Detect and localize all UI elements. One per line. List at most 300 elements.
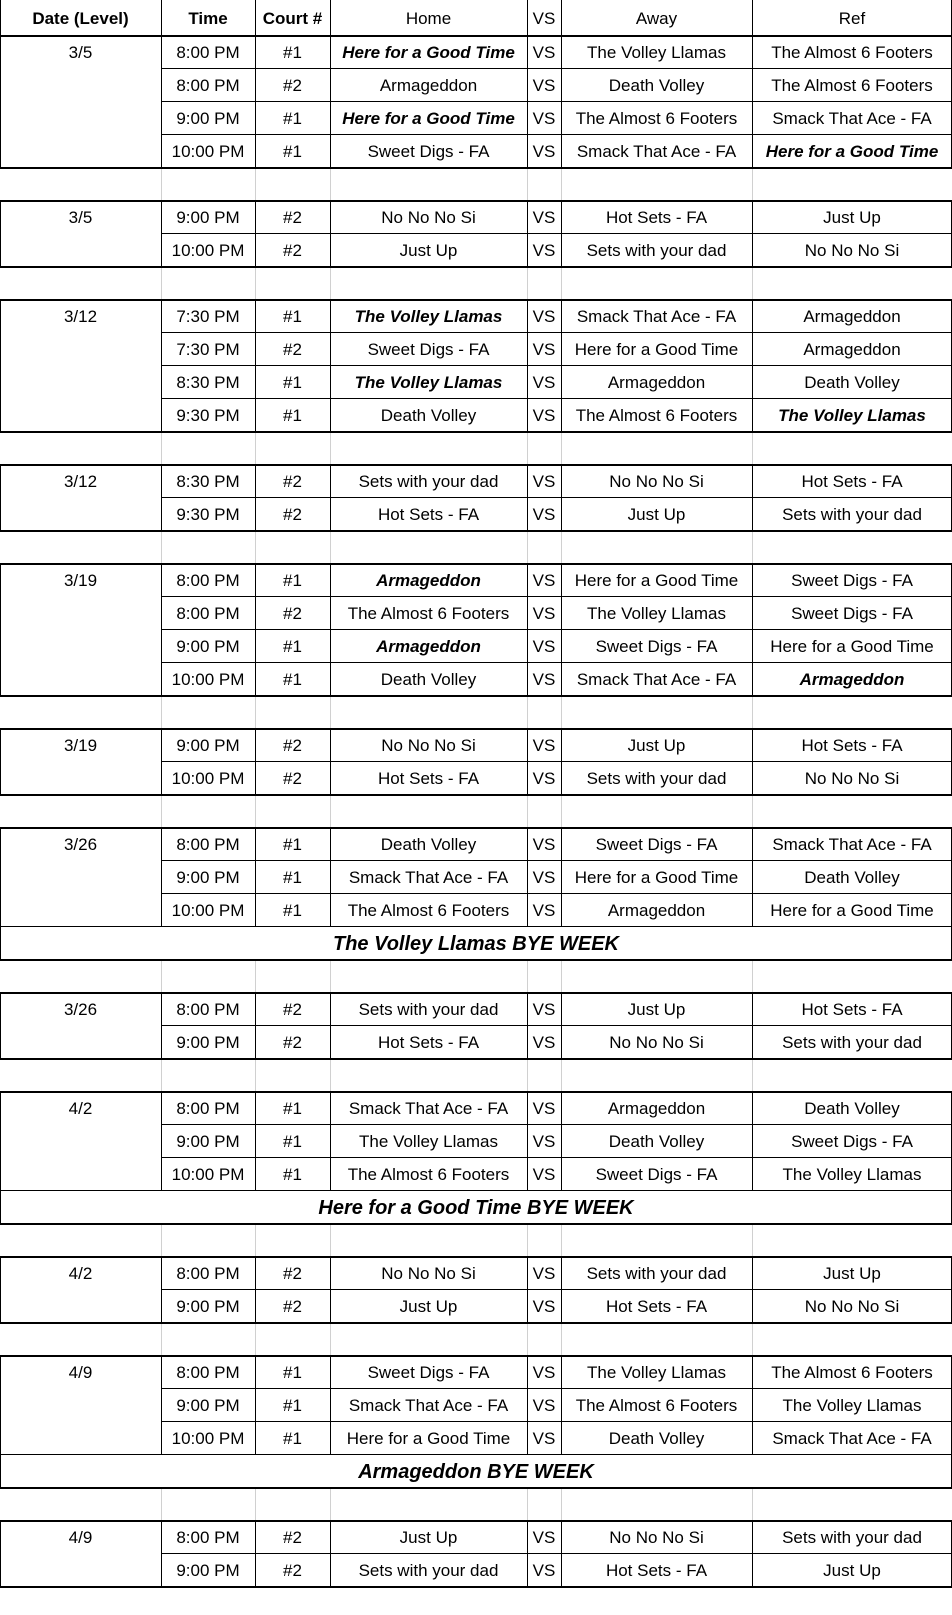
cell-away: Sweet Digs - FA (595, 835, 718, 854)
cell-home: Death Volley (380, 406, 477, 425)
cell-home: Sweet Digs - FA (367, 340, 490, 359)
cell-ref: No No No Si (804, 1297, 900, 1316)
cell-time: 9:00 PM (176, 1297, 240, 1316)
cell-away: Armageddon (607, 1099, 706, 1118)
cell-home: The Almost 6 Footers (347, 901, 510, 920)
column-divider (561, 1521, 562, 1587)
cell-away: Sweet Digs - FA (595, 637, 718, 656)
column-divider (752, 1324, 753, 1355)
cell-date: 3/12 (63, 472, 98, 491)
cell-time: 8:00 PM (176, 43, 240, 62)
cell-ref: The Volley Llamas (782, 1165, 922, 1184)
cell-date: 3/19 (63, 736, 98, 755)
cell-court: #2 (283, 1297, 302, 1316)
column-divider (161, 1092, 162, 1191)
cell-court: #1 (283, 1099, 302, 1118)
cell-date (0, 894, 161, 927)
header-ref: Ref (838, 8, 866, 28)
cell-vs: VS (532, 736, 556, 755)
column-divider (330, 697, 331, 728)
column-divider (561, 828, 562, 927)
cell-date (0, 1389, 161, 1422)
cell-vs: VS (532, 307, 556, 326)
cell-ref: Just Up (823, 208, 881, 227)
bye-week-banner: The Volley Llamas BYE WEEK (332, 932, 619, 955)
column-divider (161, 729, 162, 795)
cell-away: The Almost 6 Footers (575, 109, 738, 128)
column-divider (330, 1521, 331, 1587)
cell-court: #2 (283, 241, 302, 260)
cell-home: Sweet Digs - FA (367, 142, 490, 161)
cell-ref: Just Up (823, 1561, 881, 1580)
cell-away: Smack That Ace - FA (576, 670, 737, 689)
column-divider (330, 532, 331, 563)
column-divider (161, 796, 162, 827)
column-divider (561, 201, 562, 267)
cell-away: Sets with your dad (586, 1264, 727, 1283)
cell-ref: Smack That Ace - FA (772, 109, 932, 128)
cell-vs: VS (532, 373, 556, 392)
cell-home: The Volley Llamas (359, 1132, 498, 1151)
cell-date (0, 135, 161, 168)
cell-vs: VS (532, 1033, 556, 1052)
cell-time: 9:00 PM (176, 1033, 240, 1052)
column-divider (255, 300, 256, 432)
cell-time: 8:30 PM (176, 373, 240, 392)
cell-court: #1 (283, 670, 302, 689)
column-divider (255, 1060, 256, 1091)
column-divider (561, 993, 562, 1059)
cell-date (0, 1290, 161, 1323)
cell-home: No No No Si (381, 208, 476, 227)
row-divider (0, 959, 952, 961)
column-divider (561, 465, 562, 531)
cell-away: The Volley Llamas (587, 43, 726, 62)
cell-home: Just Up (399, 1528, 458, 1547)
cell-court: #1 (283, 406, 302, 425)
column-divider (561, 1489, 562, 1520)
cell-ref: Hot Sets - FA (801, 1000, 903, 1019)
cell-ref: Smack That Ace - FA (772, 1429, 932, 1448)
column-divider (255, 1356, 256, 1455)
cell-vs: VS (532, 1363, 556, 1382)
column-divider (161, 465, 162, 531)
cell-away: Just Up (627, 505, 686, 524)
cell-court: #1 (283, 1429, 302, 1448)
column-divider (527, 1092, 528, 1191)
cell-date: 3/26 (63, 1000, 98, 1019)
cell-away: Sets with your dad (586, 241, 727, 260)
cell-away: Hot Sets - FA (605, 208, 708, 227)
column-divider (330, 0, 331, 36)
cell-away: The Almost 6 Footers (575, 1396, 738, 1415)
column-divider (561, 532, 562, 563)
cell-date (0, 630, 161, 663)
cell-vs: VS (532, 1264, 556, 1283)
cell-court: #2 (283, 76, 302, 95)
cell-court: #1 (283, 868, 302, 887)
column-divider (527, 564, 528, 696)
column-divider (561, 36, 562, 168)
cell-away: Armageddon (607, 373, 706, 392)
column-divider (752, 1356, 753, 1455)
column-divider (527, 1257, 528, 1323)
cell-ref: No No No Si (804, 241, 900, 260)
cell-home: Smack That Ace - FA (348, 1396, 509, 1415)
row-divider (0, 167, 952, 169)
header-away: Away (635, 8, 678, 28)
column-divider (0, 828, 1, 927)
column-divider (0, 1257, 1, 1323)
column-divider (527, 1225, 528, 1256)
column-divider (561, 796, 562, 827)
column-divider (255, 961, 256, 992)
cell-ref: The Volley Llamas (778, 406, 926, 425)
cell-court: #1 (283, 901, 302, 920)
column-divider (255, 993, 256, 1059)
row-divider (0, 530, 952, 532)
column-divider (0, 300, 1, 432)
column-divider (161, 1521, 162, 1587)
column-divider (330, 465, 331, 531)
cell-home: Here for a Good Time (342, 109, 515, 128)
cell-away: No No No Si (609, 472, 704, 491)
column-divider (161, 36, 162, 168)
cell-home: The Volley Llamas (354, 307, 503, 326)
column-divider (752, 961, 753, 992)
column-divider (330, 201, 331, 267)
cell-vs: VS (532, 208, 556, 227)
column-divider (752, 1521, 753, 1587)
column-divider (330, 433, 331, 464)
column-divider (0, 1191, 1, 1224)
cell-court: #2 (283, 1528, 302, 1547)
cell-court: #1 (283, 637, 302, 656)
cell-ref: Sweet Digs - FA (791, 1132, 913, 1151)
column-divider (255, 564, 256, 696)
column-divider (330, 1489, 331, 1520)
column-divider (255, 465, 256, 531)
cell-home: Armageddon (376, 637, 481, 656)
column-divider (752, 465, 753, 531)
cell-vs: VS (532, 868, 556, 887)
cell-away: Smack That Ace - FA (576, 307, 737, 326)
column-divider (161, 300, 162, 432)
cell-time: 9:00 PM (176, 208, 240, 227)
cell-vs: VS (532, 406, 556, 425)
column-divider (161, 1225, 162, 1256)
cell-court: #2 (283, 340, 302, 359)
cell-time: 8:00 PM (176, 1264, 240, 1283)
cell-vs: VS (532, 43, 556, 62)
cell-ref: Hot Sets - FA (801, 736, 903, 755)
column-divider (752, 433, 753, 464)
cell-date (0, 762, 161, 795)
column-divider (330, 828, 331, 927)
cell-vs: VS (532, 1132, 556, 1151)
cell-ref: Here for a Good Time (765, 142, 939, 161)
cell-time: 10:00 PM (171, 142, 245, 161)
cell-date: 4/9 (68, 1363, 93, 1382)
column-divider (330, 1257, 331, 1323)
column-divider (561, 1092, 562, 1191)
row-divider (0, 695, 952, 697)
column-divider (527, 828, 528, 927)
cell-home: No No No Si (381, 736, 476, 755)
cell-court: #2 (283, 505, 302, 524)
cell-away: The Almost 6 Footers (575, 406, 738, 425)
cell-away: Just Up (627, 736, 686, 755)
column-divider (330, 729, 331, 795)
cell-time: 9:00 PM (176, 736, 240, 755)
cell-court: #1 (283, 109, 302, 128)
cell-time: 9:00 PM (176, 109, 240, 128)
column-divider (0, 1356, 1, 1455)
cell-time: 10:00 PM (171, 769, 245, 788)
column-divider (752, 796, 753, 827)
column-divider (255, 729, 256, 795)
cell-away: Armageddon (607, 901, 706, 920)
column-divider (0, 1521, 1, 1587)
column-divider (330, 1356, 331, 1455)
cell-date (0, 663, 161, 696)
cell-home: Hot Sets - FA (377, 505, 480, 524)
cell-away: Here for a Good Time (574, 868, 739, 887)
cell-home: Just Up (399, 1297, 458, 1316)
cell-away: No No No Si (609, 1033, 704, 1052)
cell-home: Armageddon (376, 571, 481, 590)
column-divider (752, 0, 753, 36)
cell-date: 3/5 (68, 208, 93, 227)
column-divider (255, 532, 256, 563)
cell-time: 7:30 PM (176, 307, 240, 326)
column-divider (561, 433, 562, 464)
column-divider (161, 697, 162, 728)
cell-court: #1 (283, 307, 302, 326)
cell-vs: VS (532, 1000, 556, 1019)
cell-vs: VS (532, 340, 556, 359)
column-divider (330, 1225, 331, 1256)
column-divider (752, 1092, 753, 1191)
cell-vs: VS (532, 604, 556, 623)
cell-date (0, 234, 161, 267)
cell-date (0, 1158, 161, 1191)
cell-court: #1 (283, 1165, 302, 1184)
column-divider (527, 300, 528, 432)
cell-court: #2 (283, 208, 302, 227)
cell-date: 4/9 (68, 1528, 93, 1547)
column-divider (752, 828, 753, 927)
column-divider (255, 268, 256, 299)
cell-home: Smack That Ace - FA (348, 1099, 509, 1118)
cell-ref: Sweet Digs - FA (791, 571, 913, 590)
column-divider (752, 1225, 753, 1256)
cell-date (0, 1554, 161, 1587)
column-divider (330, 993, 331, 1059)
column-divider (527, 0, 528, 36)
cell-ref: Death Volley (804, 868, 900, 887)
column-divider (0, 201, 1, 267)
column-divider (527, 1060, 528, 1091)
column-divider (527, 201, 528, 267)
row-divider (0, 794, 952, 796)
cell-vs: VS (532, 76, 556, 95)
cell-home: The Almost 6 Footers (347, 1165, 510, 1184)
cell-court: #2 (283, 472, 302, 491)
cell-away: Death Volley (608, 1429, 705, 1448)
cell-home: Smack That Ace - FA (348, 868, 509, 887)
column-divider (255, 796, 256, 827)
cell-home: Here for a Good Time (342, 43, 515, 62)
column-divider (561, 300, 562, 432)
cell-away: Here for a Good Time (574, 571, 739, 590)
cell-court: #1 (283, 373, 302, 392)
cell-ref: Here for a Good Time (770, 901, 934, 920)
cell-vs: VS (532, 769, 556, 788)
header-home: Home (405, 8, 452, 28)
cell-home: Here for a Good Time (346, 1429, 511, 1448)
column-divider (561, 1356, 562, 1455)
column-divider (330, 169, 331, 200)
column-divider (527, 1489, 528, 1520)
column-divider (752, 300, 753, 432)
column-divider (161, 993, 162, 1059)
column-divider (255, 0, 256, 36)
bye-week-banner: Here for a Good Time BYE WEEK (318, 1196, 634, 1219)
cell-time: 8:00 PM (176, 604, 240, 623)
cell-date (0, 1026, 161, 1059)
column-divider (161, 1257, 162, 1323)
cell-ref: The Almost 6 Footers (771, 43, 933, 62)
column-divider (330, 300, 331, 432)
column-divider (255, 1092, 256, 1191)
cell-away: The Volley Llamas (587, 1363, 726, 1382)
cell-vs: VS (532, 109, 556, 128)
column-divider (161, 201, 162, 267)
cell-away: Sets with your dad (586, 769, 727, 788)
column-divider (561, 268, 562, 299)
column-divider (161, 1060, 162, 1091)
cell-ref: Sets with your dad (782, 1033, 922, 1052)
column-divider (330, 796, 331, 827)
cell-ref: Death Volley (804, 1099, 900, 1118)
cell-vs: VS (532, 142, 556, 161)
column-divider (330, 1060, 331, 1091)
cell-ref: Armageddon (799, 670, 905, 689)
cell-time: 8:00 PM (176, 571, 240, 590)
column-divider (527, 169, 528, 200)
cell-vs: VS (532, 1429, 556, 1448)
column-divider (0, 927, 1, 960)
cell-date (0, 333, 161, 366)
column-divider (561, 697, 562, 728)
column-divider (161, 532, 162, 563)
cell-court: #1 (283, 43, 302, 62)
column-divider (161, 1489, 162, 1520)
column-divider (161, 0, 162, 36)
column-divider (527, 697, 528, 728)
cell-vs: VS (532, 1099, 556, 1118)
column-divider (527, 532, 528, 563)
column-divider (0, 36, 1, 168)
cell-date: 3/12 (63, 307, 98, 326)
cell-date: 3/26 (63, 835, 98, 854)
column-divider (752, 169, 753, 200)
cell-away: The Volley Llamas (587, 604, 726, 623)
column-divider (330, 564, 331, 696)
cell-home: Sets with your dad (358, 1561, 499, 1580)
cell-home: Sweet Digs - FA (367, 1363, 490, 1382)
cell-ref: Armageddon (803, 307, 901, 326)
cell-court: #1 (283, 835, 302, 854)
cell-home: Hot Sets - FA (377, 1033, 480, 1052)
column-divider (255, 169, 256, 200)
cell-date (0, 366, 161, 399)
column-divider (161, 828, 162, 927)
cell-vs: VS (532, 835, 556, 854)
column-divider (0, 564, 1, 696)
cell-date: 3/19 (63, 571, 98, 590)
cell-ref: Sets with your dad (782, 1528, 922, 1547)
cell-ref: The Volley Llamas (782, 1396, 922, 1415)
cell-time: 10:00 PM (171, 901, 245, 920)
column-divider (255, 201, 256, 267)
cell-away: Death Volley (608, 1132, 705, 1151)
column-divider (0, 0, 1, 36)
cell-home: Death Volley (380, 670, 477, 689)
column-divider (161, 169, 162, 200)
cell-court: #2 (283, 769, 302, 788)
column-divider (752, 1489, 753, 1520)
column-divider (161, 1324, 162, 1355)
column-divider (0, 729, 1, 795)
cell-vs: VS (532, 1528, 556, 1547)
cell-away: Sweet Digs - FA (595, 1165, 718, 1184)
cell-home: Death Volley (380, 835, 477, 854)
column-divider (527, 1521, 528, 1587)
cell-away: Here for a Good Time (574, 340, 739, 359)
cell-date (0, 1422, 161, 1455)
cell-home: No No No Si (381, 1264, 476, 1283)
column-divider (561, 0, 562, 36)
cell-away: Just Up (627, 1000, 686, 1019)
row-divider (0, 1586, 952, 1588)
column-divider (752, 36, 753, 168)
column-divider (330, 36, 331, 168)
header-date: Date (Level) (32, 8, 129, 28)
cell-time: 10:00 PM (171, 1429, 245, 1448)
cell-away: No No No Si (609, 1528, 704, 1547)
cell-time: 9:00 PM (176, 1132, 240, 1151)
column-divider (255, 828, 256, 927)
column-divider (561, 961, 562, 992)
column-divider (0, 465, 1, 531)
column-divider (255, 1489, 256, 1520)
cell-time: 8:00 PM (176, 76, 240, 95)
cell-time: 10:00 PM (171, 1165, 245, 1184)
column-divider (561, 169, 562, 200)
cell-vs: VS (532, 637, 556, 656)
cell-vs: VS (532, 472, 556, 491)
cell-home: Just Up (399, 241, 458, 260)
cell-court: #2 (283, 1033, 302, 1052)
cell-home: Hot Sets - FA (377, 769, 480, 788)
cell-vs: VS (532, 670, 556, 689)
cell-court: #2 (283, 1264, 302, 1283)
header-time: Time (188, 8, 228, 28)
column-divider (255, 1324, 256, 1355)
cell-date (0, 399, 161, 432)
